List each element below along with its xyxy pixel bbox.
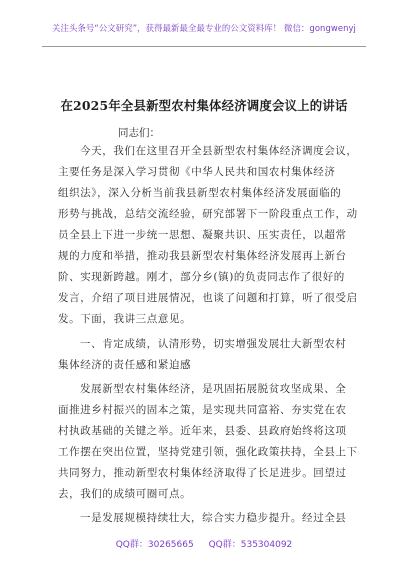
footer-qq-group-1: QQ群：30265665 <box>115 540 194 550</box>
document-title: 在2025年全县新型农村集体经济调度会议上的讲话 <box>60 98 348 113</box>
paragraph-line: 一是发展规模持续壮大，综合实力稳步提升。经过全县 <box>80 512 347 524</box>
paragraph-line: 面推进乡村振兴的固本之策，是实现共同富裕、夯实党在农 <box>58 404 347 416</box>
header-banner: 关注头条号“公文研究”，获得最新最全最专业的公文资料库！ 微信：gongwenyj <box>52 23 356 33</box>
paragraph-line: 发。下面，我讲三点意见。 <box>58 313 192 325</box>
paragraph-line: 工作摆在突出位置，坚持党建引领，强化政策扶持，全县上下 <box>58 446 358 458</box>
paragraph-line: 规的力度和举措，推动我县新型农村集体经济发展再上新台 <box>58 250 347 262</box>
paragraph-line: 发展新型农村集体经济，是巩固拓展脱贫攻坚成果、全 <box>80 383 347 395</box>
salutation: 同志们： <box>118 127 160 139</box>
paragraph-line: 形势与挑战，总结交流经验，研究部署下一阶段重点工作，动 <box>58 208 358 220</box>
paragraph-line: 发言，介绍了项目进展情况，也谈了问题和打算，听了很受启 <box>58 292 358 304</box>
paragraph-line: 今天，我们在这里召开全县新型农村集体经济调度会议， <box>80 145 358 157</box>
paragraph-line: 去，我们的成绩可圈可点。 <box>58 488 192 500</box>
footer-qq-group-2: QQ群：535304092 <box>208 540 293 550</box>
paragraph-line: 村执政基础的关键之举。近年来，县委、县政府始终将这项 <box>58 425 347 437</box>
paragraph-line: 阶、实现新跨越。刚才，部分乡(镇)的负责同志作了很好的 <box>58 271 345 283</box>
paragraph-line: 共同努力，推动新型农村集体经济取得了长足进步。回望过 <box>58 467 347 479</box>
footer-contact <box>0 537 408 550</box>
section-heading-line: 集体经济的责任感和紧迫感 <box>58 359 192 371</box>
section-heading-line: 一、肯定成绩，认清形势，切实增强发展壮大新型农村 <box>80 338 347 350</box>
paragraph-line: 主要任务是深入学习贯彻《中华人民共和国农村集体经济 <box>58 166 336 178</box>
paragraph-line: 组织法》，深入分析当前我县新型农村集体经济发展面临的 <box>58 187 342 199</box>
paragraph-line: 员全县上下进一步统一思想、凝聚共识、压实责任，以超常 <box>58 229 347 241</box>
header-divider <box>42 46 366 47</box>
